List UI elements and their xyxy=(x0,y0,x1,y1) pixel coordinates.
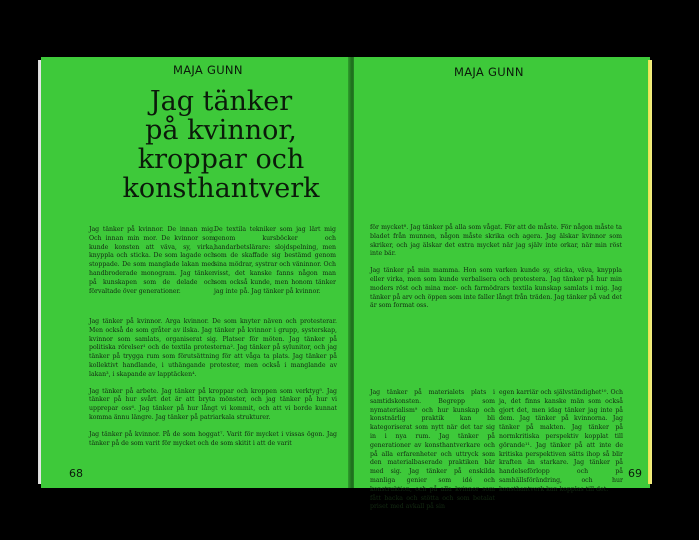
body-wide-right xyxy=(370,224,622,319)
page-number-left: 68 xyxy=(69,467,83,480)
page-number-right: 69 xyxy=(628,467,642,480)
body-column-right-b: egen karriär och självständighet¹⁰. Och ja, det finns kanske män som också gjort det, men idag tänker jag inte på dem. Jag tänker på kvinnorna. Jag tänker på makten. Jag tänker på normkritiska perspektiv kopplat till görande¹¹. Jag tänker på att inte de kritiska perspektiven sätts ihop så blir kraften än starkare. Jag tänker på handelseförlopp och på samhällsförändring, och hur konsthantverk kan kopplas till det. xyxy=(499,389,623,493)
paragraph: Jag tänker på kvinnor. Arga kvinnor. De som knyter näven och protesterar. Men också de som gråter av ilska. Jag tänker på kvinnor i grupp, systerskap, kvinnor som samlats, organiserat sig. Platser för möten. Jag tänker på politiska rörelser¹ och de textila protesterna². Jag tänker på sylunitor, och jag tänker på trygga rum som förutsättning för att våga ta plats. Jag tänker på kollektivt handlande, i uthängande protester, men också i manglande av lakan³, i skapande av lapptäcken⁴. xyxy=(89,318,337,378)
article-title xyxy=(101,87,341,203)
page-edge-right xyxy=(648,60,652,484)
title-line-2: på kvinnor, xyxy=(145,115,297,146)
body-column-left-a: Jag tänker på kvinnor. De innan mig. Och innan min mor. De kvinnor som kunde konsten att väva, sy, virka, knyppla och sticka. De som lagade och stoppade. De som manglade lakan med handbroderade monogram. Jag tänker på kunskapen som de delade och förvaltade över generationer. xyxy=(89,226,215,295)
body-wide-left xyxy=(89,318,337,456)
running-head-left: MAJA GUNN xyxy=(173,63,243,77)
body-column-left-b: De textila tekniker som jag lärt mig genom kursböcker och handarbetslärare: slojdspelning, men som de skaffade sig bestämd genom sina mödrar, systrar och väninnor. Och visst, det kanske fanns någon man som också kunde, men honom tänker jag inte på. Jag tänker på kvinnor. xyxy=(214,226,336,295)
paragraph: för mycket⁸. Jag tänker på alla som vågat. För att de måste. För någon måste ta bladet från munnen, någon måste skrika och agera. Jag älskar kvinnor som skriker, och jag älskar det extra mycket när jag själv inte orkar, när min röst inte bär. xyxy=(370,224,622,258)
right-page xyxy=(354,57,650,511)
paragraph: Jag tänker på min mamma. Hon som varken kunde sy, sticka, väva, knyppla eller virka, men som kunde verbalisera och protestera. Jag tänker på hur min moders röst och mina mor- och farmödrars textila kunskap samlats i mig. Jag tänker på arv och öppen som inte faller långt från träden. Jag tänker på vad det är som format oss. xyxy=(370,267,622,310)
paragraph: Jag tänker på arbete. Jag tänker på kroppar och kroppen som verktyg⁵. Jag tänker på hur svårt det är att bryta mönster, och jag tänker på hur vi upprepar oss⁶. Jag tänker på hur långt vi kommit, och att vi borde kunnat komma ännu längre. Jag tänker på patriarkala strukturer. xyxy=(89,387,337,421)
body-column-right-a: Jag tänker på materialets plats i samtidskonsten. Begrepp som nymaterialism⁹ och hur kunskap och konstnärlig praktik kan bli kategoriserat som nytt när det tar sig in i nya rum. Jag tänker på generationer av konsthantverkare och på alla erfarenheter och uttryck som den materialbaserade praktiken bär med sig. Jag tänker på enskilda manliga genier som idé och konstruktion, och på alla kvinnor som fått backa och stötta och som betalat priset med avkall på sin xyxy=(370,389,495,511)
running-head-right: MAJA GUNN xyxy=(454,65,524,79)
paragraph: Jag tänker på kvinnor. På de som hoggat⁷. Varit för mycket i vissas ögon. Jag tänker på de som varit för mycket och de som skitit i att de varit xyxy=(89,430,337,447)
title-line-1: Jag tänker xyxy=(149,86,293,117)
title-line-4: konsthantverk xyxy=(122,173,320,204)
left-page xyxy=(41,57,350,488)
title-line-3: kroppar och xyxy=(137,144,305,175)
